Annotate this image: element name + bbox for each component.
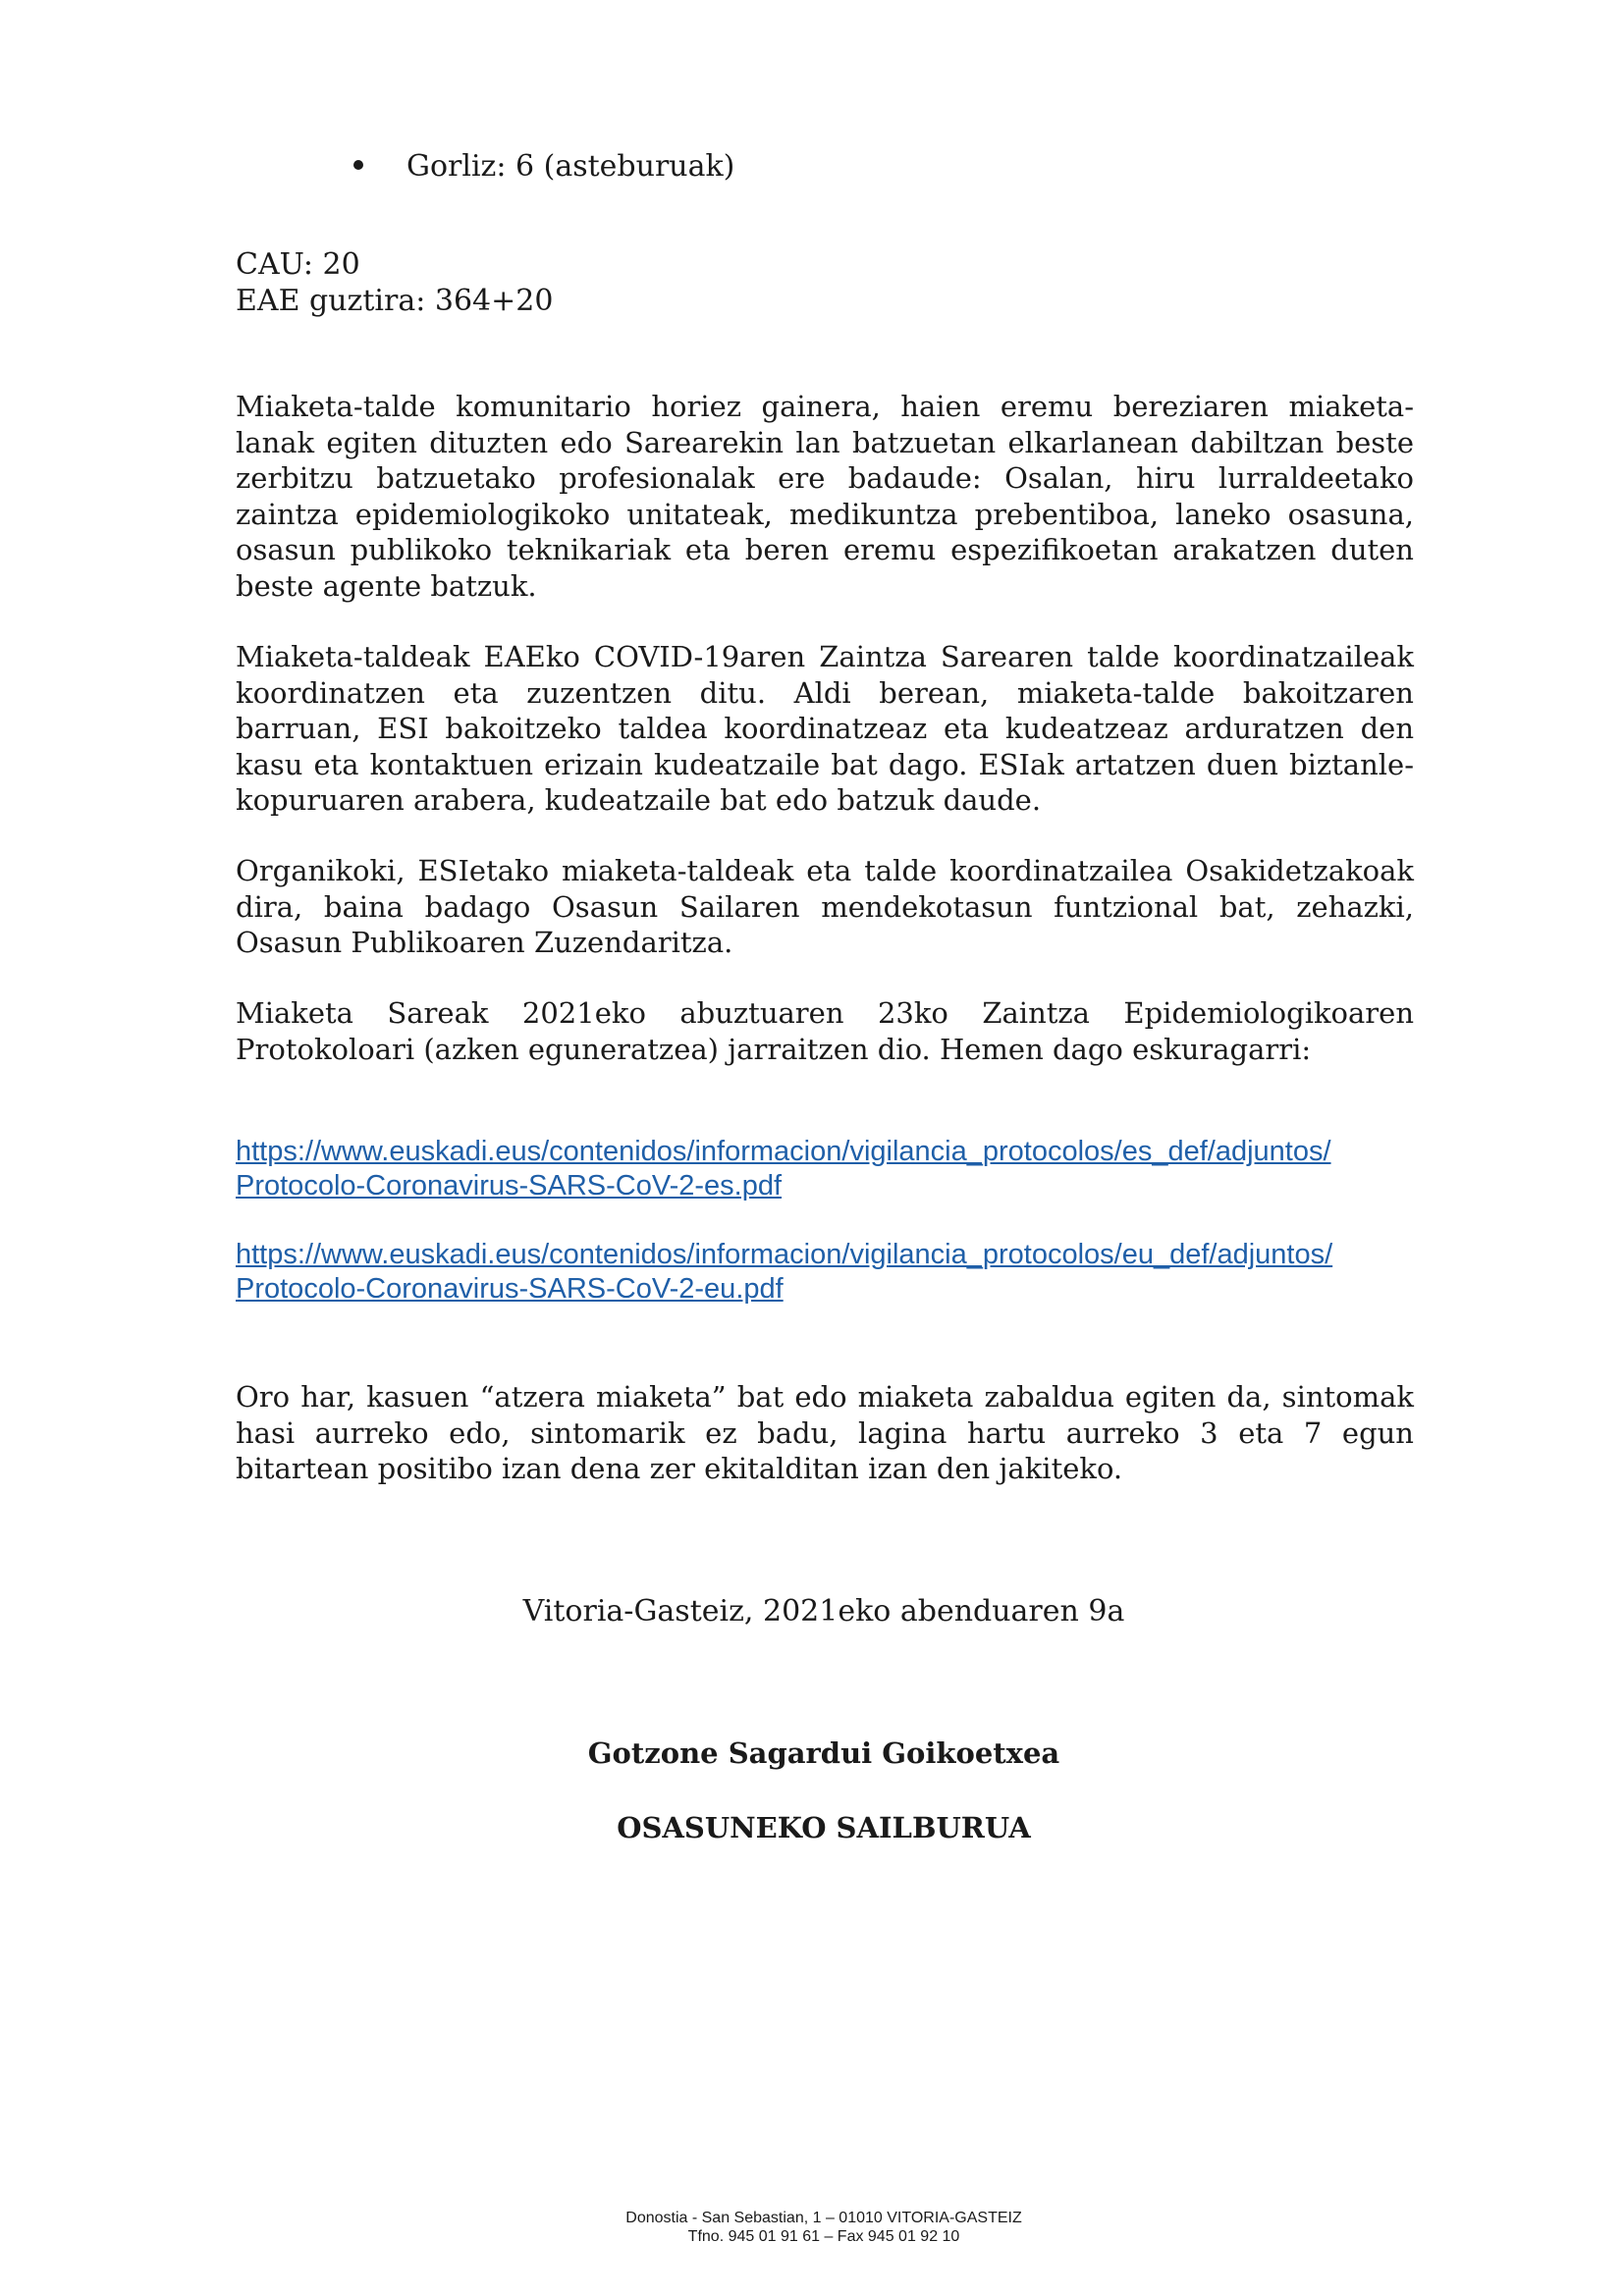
paragraph-protocol: Miaketa Sareak 2021eko abuztuaren 23ko Zaintza Epidemiologikoaren Protokoloari (azken eguneratzea) jarraitzen dio. Hemen dago eskuragarri: — [236, 996, 1414, 1066]
footer-address: Donostia - San Sebastian, 1 – 01010 VITORIA-GASTEIZ — [625, 2210, 1022, 2226]
paragraph-organic: Organikoki, ESIetako miaketa-taldeak eta talde koordinatzailea Osakidetzakoak dira, baina badago Osasun Sailaren mendekotasun funtzional bat, zehazki, Osasun Publikoaren Zuzendaritza. — [236, 854, 1414, 959]
link-eu[interactable] — [236, 1238, 1473, 1307]
bullet-item — [353, 149, 734, 185]
cau-total: CAU: 20 — [236, 247, 360, 282]
link-es-line1[interactable]: https://www.euskadi.eus/contenidos/informacion/vigilancia_protocolos/es_def/adjuntos/ — [236, 1136, 1331, 1167]
bullet-text: Gorliz: 6 (asteburuak) — [406, 149, 735, 184]
signature-name: Gotzone Sagardui Goikoetxea — [587, 1736, 1060, 1770]
paragraph-closing: Oro har, kasuen “atzera miaketa” bat edo miaketa zabaldua egiten da, sintomak hasi aurreko edo, sintomarik ez badu, lagina hartu aurreko 3 eta 7 egun bitartean positibo izan dena zer ekitalditan izan den jakiteko. — [236, 1380, 1414, 1485]
signature-title: OSASUNEKO SAILBURUA — [617, 1811, 1031, 1844]
bullet-icon — [353, 160, 363, 170]
footer — [0, 2209, 1624, 2246]
footer-phone: Tfno. 945 01 91 61 – Fax 945 01 92 10 — [687, 2228, 960, 2245]
date-line: Vitoria-Gasteiz, 2021eko abenduaren 9a — [522, 1594, 1125, 1629]
eae-total: EAE guztira: 364+20 — [236, 284, 554, 318]
link-es-line2[interactable]: Protocolo-Coronavirus-SARS-CoV-2-es.pdf — [236, 1170, 783, 1201]
link-eu-line1[interactable]: https://www.euskadi.eus/contenidos/informacion/vigilancia_protocolos/eu_def/adjuntos/ — [236, 1239, 1333, 1270]
link-es[interactable] — [236, 1135, 1473, 1203]
link-eu-line2[interactable]: Protocolo-Coronavirus-SARS-CoV-2-eu.pdf — [236, 1273, 784, 1305]
paragraph-coordination: Miaketa-taldeak EAEko COVID-19aren Zaintza Sarearen talde koordinatzaileak koordinatzen eta zuzentzen ditu. Aldi berean, miaketa-talde bakoitzaren barruan, ESI bakoitzeko taldea koordinatzeaz eta kudeatzeaz arduratzen den kasu eta kontaktuen erizain kudeatzaile bat dago. ESIak artatzen duen biztanle-kopuruaren arabera, kudeatzaile bat edo batzuk daude. — [236, 640, 1414, 817]
paragraph-groups: Miaketa-talde komunitario horiez gainera, haien eremu bereziaren miaketa-lanak egiten dituzten edo Sarearekin lan batzuetan elkarlanean dabiltzan beste zerbitzu batzuetako profesionalak ere badaude: Osalan, hiru lurraldeetako zaintza epidemiologikoko unitateak, medikuntza prebentiboa, laneko osasuna, osasun publikoko teknikariak eta beren eremu espezifikoetan arakatzen duten beste agente batzuk. — [236, 390, 1414, 603]
